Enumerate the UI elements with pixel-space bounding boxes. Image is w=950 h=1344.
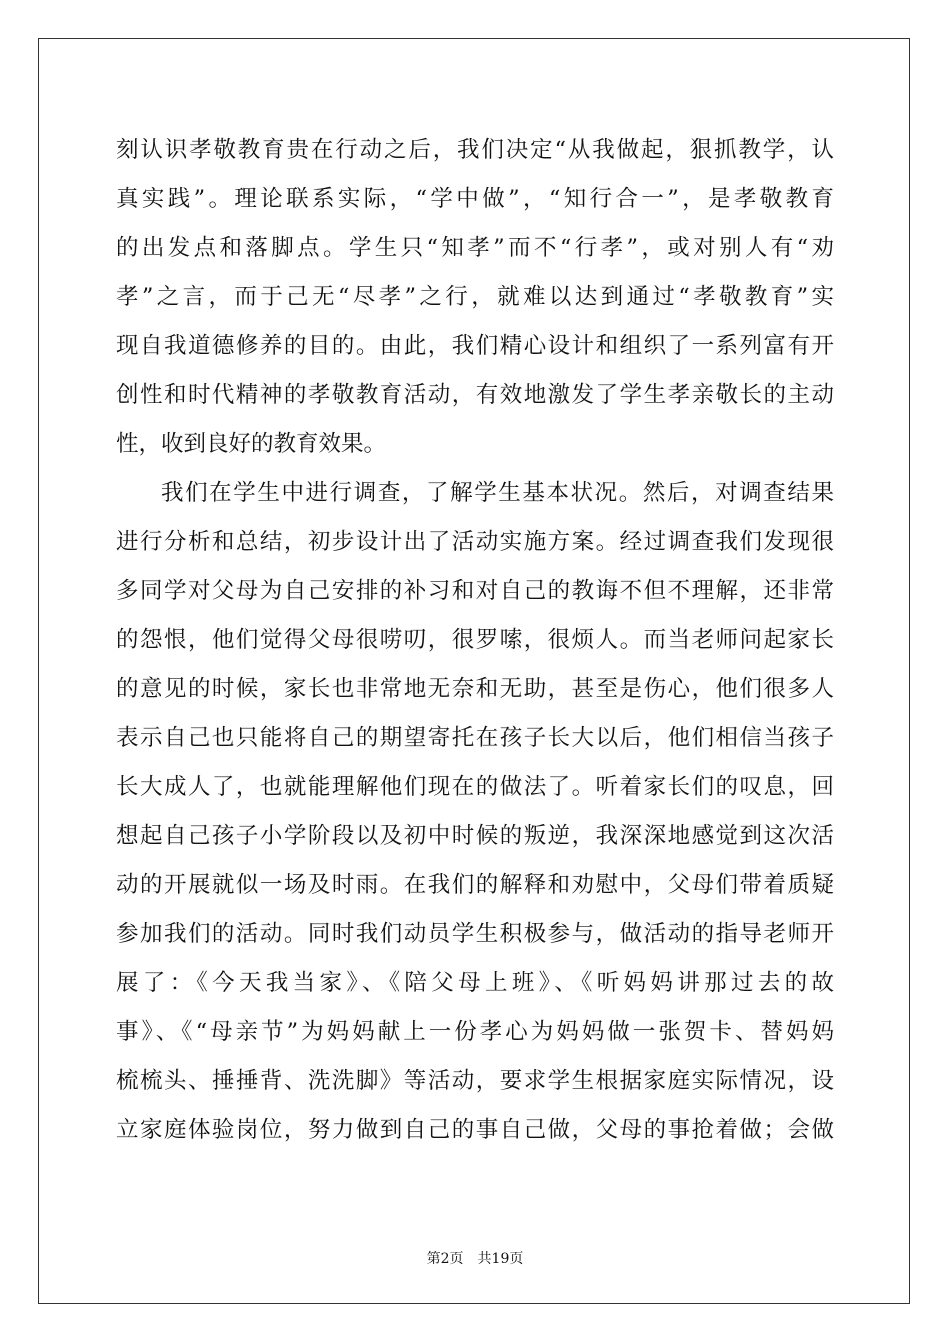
paragraph-2-line: 的怨恨，他们觉得父母很唠叨，很罗嗦，很烦人。而当老师问起家长: [116, 627, 834, 653]
paragraph-1-line: 性，收到良好的教育效果。: [116, 431, 387, 457]
paragraph-2-line: 我们在学生中进行调查，了解学生基本状况。然后，对调查结果: [161, 480, 834, 506]
paragraph-2-line: 多同学对父母为自己安排的补习和对自己的教诲不但不理解，还非常: [116, 578, 834, 604]
paragraph-1-line: 现自我道德修养的目的。由此，我们精心设计和组织了一系列富有开: [116, 333, 834, 359]
paragraph-1-line: 刻认识孝敬教育贵在行动之后，我们决定“从我做起，狠抓教学，认: [116, 137, 834, 163]
paragraph-2-line: 展了：《今天我当家》、《陪父母上班》、《听妈妈讲那过去的故: [116, 970, 834, 996]
paragraph-1-line: 孝”之言，而于己无“尽孝”之行，就难以达到通过“孝敬教育”实: [116, 284, 834, 310]
document-body: [116, 126, 834, 1155]
paragraph-2-line: 动的开展就似一场及时雨。在我们的解释和劝慰中，父母们带着质疑: [116, 872, 834, 898]
paragraph-2-line: 参加我们的活动。同时我们动员学生积极参与，做活动的指导老师开: [116, 921, 834, 947]
paragraph-1-line: 的出发点和落脚点。学生只“知孝”而不“行孝”，或对别人有“劝: [116, 235, 834, 261]
paragraph-1-line: 创性和时代精神的孝敬教育活动，有效地激发了学生孝亲敬长的主动: [116, 382, 834, 408]
paragraph-2-line: 想起自己孩子小学阶段以及初中时候的叛逆，我深深地感觉到这次活: [116, 823, 834, 849]
paragraph-2-line: 表示自己也只能将自己的期望寄托在孩子长大以后，他们相信当孩子: [116, 725, 834, 751]
paragraph-2-line: 长大成人了，也就能理解他们现在的做法了。听着家长们的叹息，回: [116, 774, 834, 800]
paragraph-2-line: 进行分析和总结，初步设计出了活动实施方案。经过调查我们发现很: [116, 529, 834, 555]
paragraph-2-line: 梳梳头、捶捶背、洗洗脚》等活动，要求学生根据家庭实际情况，设: [116, 1068, 834, 1094]
paragraph-2-line: 事》、《“母亲节”为妈妈献上一份孝心为妈妈做一张贺卡、替妈妈: [116, 1019, 834, 1045]
paragraph-2-line: 立家庭体验岗位，努力做到自己的事自己做，父母的事抢着做；会做: [116, 1117, 834, 1143]
page-number-footer: 第2页 共19页: [426, 1251, 524, 1267]
paragraph-2-line: 的意见的时候，家长也非常地无奈和无助，甚至是伤心，他们很多人: [116, 676, 834, 702]
paragraph-1-line: 真实践”。理论联系实际，“学中做”，“知行合一”，是孝敬教育: [116, 186, 834, 212]
